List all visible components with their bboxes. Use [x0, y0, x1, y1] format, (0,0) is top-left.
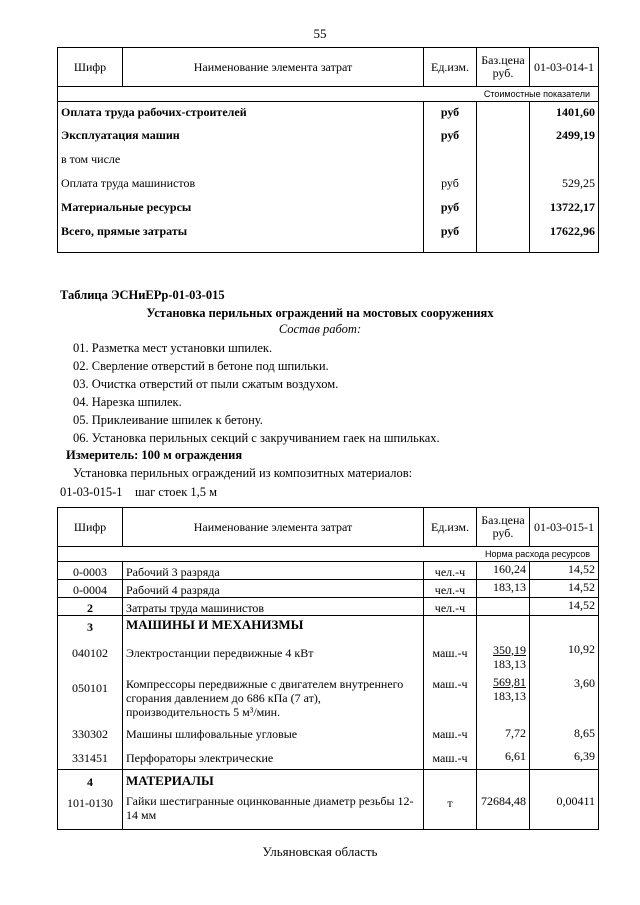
resource-table: [57, 507, 599, 830]
row-unit: маш.-ч: [424, 640, 477, 674]
row-price: 183,13: [477, 580, 530, 598]
meter: Измеритель: 100 м ограждения: [66, 448, 243, 462]
row-value: 10,92: [530, 640, 599, 674]
row-value: 3,60: [530, 674, 599, 724]
row-unit: чел.-ч: [424, 598, 477, 616]
cost-table: [57, 47, 599, 253]
row-unit: маш.-ч: [424, 674, 477, 724]
row-code: 331451: [58, 746, 123, 770]
row-name: в том числе: [58, 149, 424, 173]
row-value: 529,25: [530, 173, 599, 197]
row-value: 14,52: [530, 598, 599, 616]
work-item: 05. Приклеивание шпилек к бетону.: [73, 413, 263, 427]
header-code-col: 01-03-015-1: [530, 508, 599, 547]
row-code: 3: [58, 616, 123, 640]
header-name: Наименование элемента затрат: [123, 508, 424, 547]
row-name: Компрессоры передвижные с двигателем внутреннего сгорания давлением до 686 кПа (7 ат), производительность 5 м³/мин.: [123, 674, 424, 724]
row-value: 13722,17: [530, 197, 599, 221]
row-name: Всего, прямые затраты: [58, 221, 424, 253]
row-code: 101-0130: [58, 792, 123, 830]
row-value: 8,65: [530, 724, 599, 746]
row-name: Оплата труда машинистов: [58, 173, 424, 197]
row-name: Перфораторы электрические: [123, 746, 424, 770]
row-price: 72684,48: [477, 792, 530, 830]
row-code: 040102: [58, 640, 123, 674]
row-code: 0-0004: [58, 580, 123, 598]
work-item: 06. Установка перильных секций с закручиванием гаек на шпильках.: [73, 431, 440, 445]
row-code: 4: [58, 770, 123, 792]
page-number: 55: [313, 26, 327, 41]
row-value: 1401,60: [530, 102, 599, 126]
row-code: 2: [58, 598, 123, 616]
row-unit: руб: [424, 221, 477, 253]
header-unit: Ед.изм.: [424, 508, 477, 547]
header-unit: Ед.изм.: [424, 48, 477, 87]
code-line: 01-03-015-1 шаг стоек 1,5 м: [60, 485, 218, 499]
row-unit: т: [424, 792, 477, 830]
row-unit: руб: [424, 102, 477, 126]
row-name: Рабочий 3 разряда: [123, 562, 424, 580]
row-value: 17622,96: [530, 221, 599, 253]
work-item: 01. Разметка мест установки шпилек.: [73, 341, 273, 355]
row-unit: руб: [424, 197, 477, 221]
row-name: Электростанции передвижные 4 кВт: [123, 640, 424, 674]
row-name: Материальные ресурсы: [58, 197, 424, 221]
row-price: 7,72: [477, 724, 530, 746]
row-price: 160,24: [477, 562, 530, 580]
header-code-col: 01-03-014-1: [530, 48, 599, 87]
row-value: 0,00411: [530, 792, 599, 830]
row-name: Гайки шестигранные оцинкованные диаметр резьбы 12-14 мм: [123, 792, 424, 830]
header-code: Шифр: [58, 48, 123, 87]
row-name: Оплата труда рабочих-строителей: [58, 102, 424, 126]
row-unit: чел.-ч: [424, 580, 477, 598]
row-code: 050101: [58, 674, 123, 724]
row-code: 0-0003: [58, 562, 123, 580]
row-name: Затраты труда машинистов: [123, 598, 424, 616]
works-title: Состав работ:: [278, 322, 362, 336]
row-price: 569,81 183,13: [477, 674, 530, 724]
row-code: 330302: [58, 724, 123, 746]
header-price: Баз.цена руб.: [477, 48, 530, 87]
row-name: Машины шлифовальные угловые: [123, 724, 424, 746]
row-name: МАТЕРИАЛЫ: [123, 770, 424, 792]
section-label: Стоимостные показатели: [58, 87, 599, 102]
row-unit: руб: [424, 125, 477, 149]
row-unit: маш.-ч: [424, 746, 477, 770]
install-text: Установка перильных ограждений из композитных материалов:: [73, 466, 413, 480]
row-value: 14,52: [530, 580, 599, 598]
row-price: 6,61: [477, 746, 530, 770]
row-value: 14,52: [530, 562, 599, 580]
row-name: Рабочий 4 разряда: [123, 580, 424, 598]
row-value: 2499,19: [530, 125, 599, 149]
header-code: Шифр: [58, 508, 123, 547]
row-value: 6,39: [530, 746, 599, 770]
header-name: Наименование элемента затрат: [123, 48, 424, 87]
row-name: Эксплуатация машин: [58, 125, 424, 149]
row-unit: руб: [424, 173, 477, 197]
section-label: Норма расхода ресурсов: [58, 547, 599, 562]
section-title: Таблица ЭСНиЕРр-01-03-015: [60, 288, 225, 302]
row-price: 350,19 183,13: [477, 640, 530, 674]
work-item: 03. Очистка отверстий от пыли сжатым воздухом.: [73, 377, 339, 391]
row-unit: чел.-ч: [424, 562, 477, 580]
row-unit: маш.-ч: [424, 724, 477, 746]
row-name: МАШИНЫ И МЕХАНИЗМЫ: [123, 616, 424, 640]
footer-region: Ульяновская область: [262, 844, 378, 859]
work-item: 04. Нарезка шпилек.: [73, 395, 182, 409]
header-price: Баз.цена руб.: [477, 508, 530, 547]
section-subtitle: Установка перильных ограждений на мостовых сооружениях: [146, 306, 494, 320]
work-item: 02. Сверление отверстий в бетоне под шпильки.: [73, 359, 329, 373]
